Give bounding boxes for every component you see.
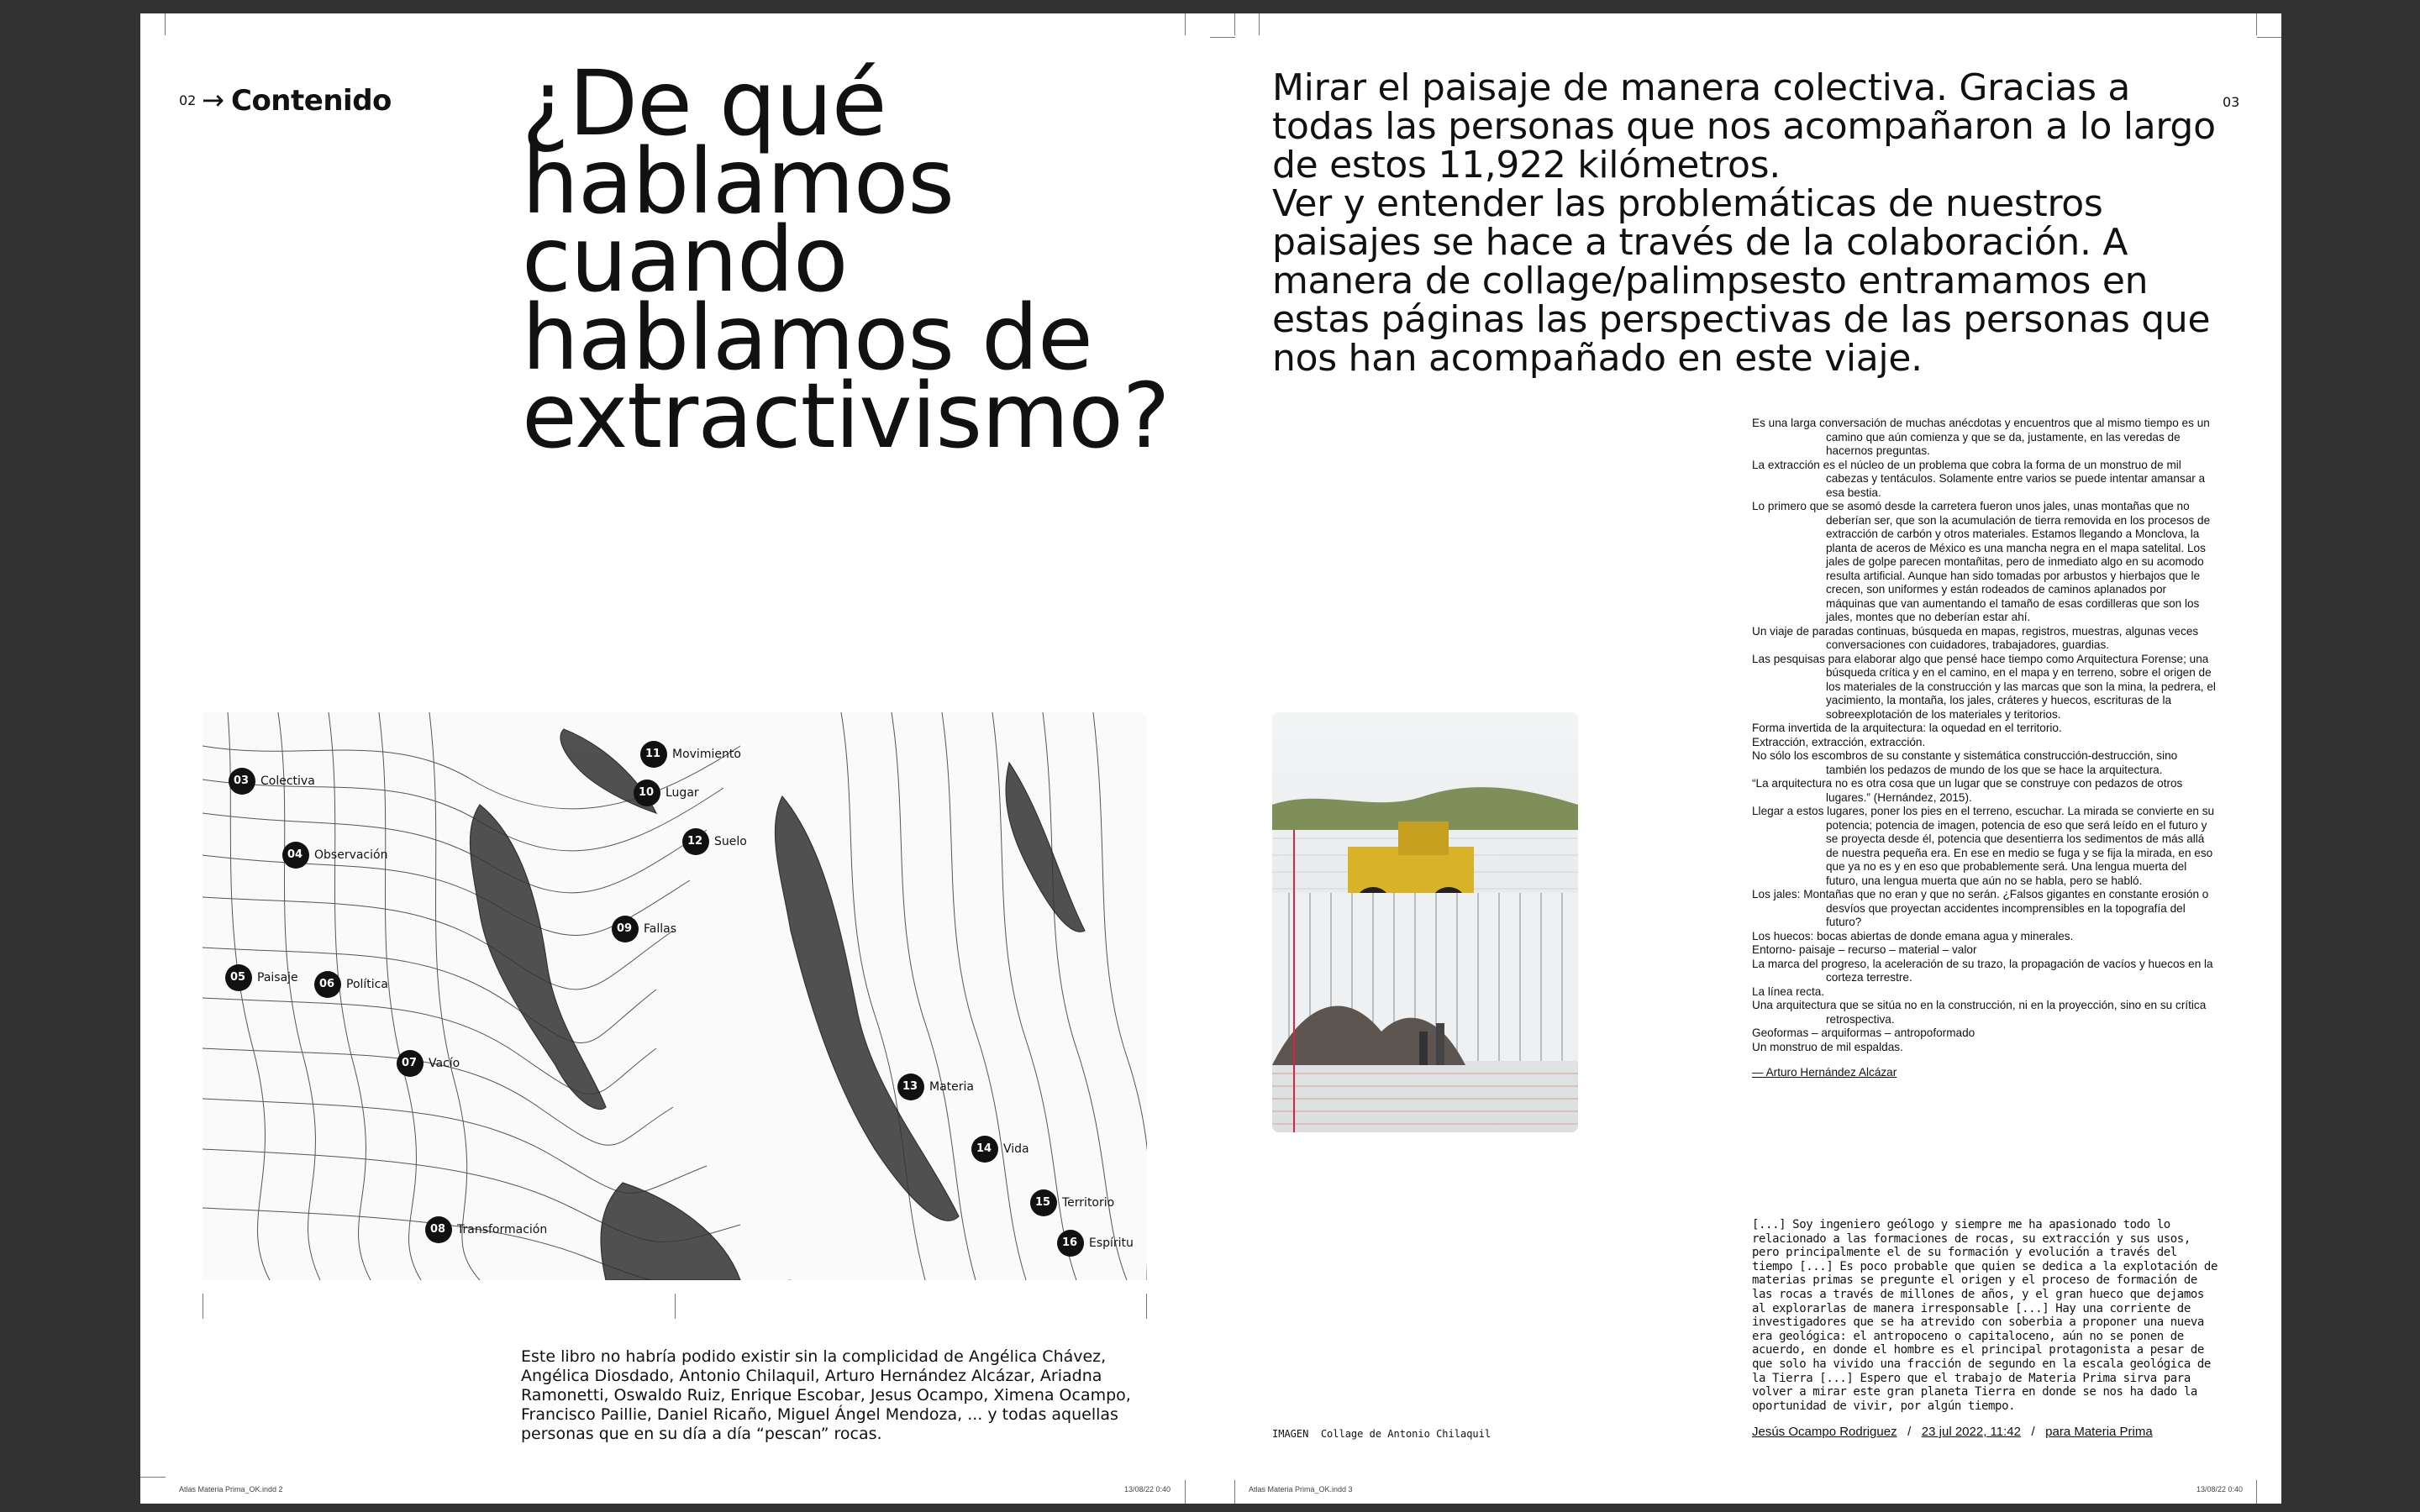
marker-number: 13: [902, 1080, 918, 1093]
essay-line: Forma invertida de la arquitectura: la oquedad en el territorio.: [1752, 722, 2062, 734]
essay-line: “La arquitectura no es otra cosa que un lugar que se construye con pedazos de otros lugares.” (Hernández, 2015).: [1752, 777, 2183, 804]
essay-line: Extracción, extracción, extracción.: [1752, 735, 1926, 748]
title-line: hablamos de: [522, 286, 1092, 391]
marker-number: 09: [617, 922, 633, 935]
marker-label: Suelo: [714, 835, 747, 848]
crop-mark: [1146, 1294, 1147, 1319]
page-number-right: 03: [2223, 94, 2240, 110]
marker-label: Movimiento: [672, 748, 741, 761]
marker-number: 11: [645, 748, 661, 760]
essay-line: Un monstruo de mil espaldas.: [1752, 1040, 1903, 1053]
intro-paragraph: Ver y entender las problemáticas de nuestros paisajes se hace a través de la colaboración. A manera de collage/palimpsesto entramamos en estas páginas las perspectivas de las personas que nos han acompañado en este viaje.: [1272, 182, 2211, 380]
crop-mark: [2257, 37, 2281, 38]
marker-number: 16: [1062, 1236, 1078, 1249]
essay-line: Lo primero que se asomó desde la carretera fueron unos jales, unas montañas que no deberían ser, que son la acumulación de tierra removida en los procesos de extracción de carbón y otros materiales. Estamos llegando a Monclova, la planta de aceros de México es una mancha negra en el mapa satelital. Los jales de golpe parecen montañitas, pero de inmediato algo en su acomodo resulta artificial. Aunque han sido tomadas por arbustos y hierbajos que le crecen, son uniformes y están rodeados de caminos aplanados por máquinas que van aumentando el tamaño de esas cordilleras que son los jales, montes que no deberían estar ahí.: [1752, 500, 2211, 623]
marker-label: Observación: [314, 848, 388, 862]
marker-label: Transformación: [457, 1223, 548, 1236]
essay-author-link[interactable]: — Arturo Hernández Alcázar: [1752, 1066, 1897, 1079]
footer-file-left: Atlas Materia Prima_OK.indd 2: [179, 1485, 283, 1494]
crop-mark: [1234, 13, 1235, 35]
marker-number: 06: [319, 978, 335, 990]
title-line: hablamos: [522, 130, 955, 234]
crop-mark: [2256, 1480, 2257, 1504]
marker-label: Lugar: [666, 786, 699, 800]
credit-separator: /: [1907, 1425, 1912, 1439]
intro-paragraph: Mirar el paisaje de manera colectiva. Gracias a todas las personas que nos acompañaron a lo largo de estos 11,922 kilómetros.: [1272, 66, 2216, 186]
section-label[interactable]: Contenido: [231, 84, 392, 118]
essay: [1752, 417, 2216, 1080]
marker-number: 12: [687, 835, 703, 848]
image-caption-label: IMAGEN: [1272, 1428, 1309, 1440]
essay-line: Los huecos: bocas abiertas de donde emana agua y minerales.: [1752, 929, 2074, 942]
marker-number: 05: [230, 971, 246, 984]
geologist-quote: [...] Soy ingeniero geólogo y siempre me ha apasionado todo lo relacionado a las formaciones de rocas, su extracción y sus usos, pero principalmente el de su formación y evolución a través del tiempo [...] Es poco probable que quien se dedica a la explotación de materias primas se pregunte el origen y el proceso de formación de las rocas a través de millones de años, y el gran hueco que dejamos al explorarlas de manera irresponsable [...] Hay una corriente de investigadores que se ha atrevido con soberbia a proponer una nueva era geológica: el antropoceno o capitaloceno, aún no se ponen de acuerdo, en donde el hombre es el principal protagonista a pesar de que solo ha vivido una fracción de segundo en la escala geológica de la Tierra [...] Espero que el trabajo de Materia Prima sirva para volver a mirar este gran planeta Tierra en donde se nos ha dado la oportunidad de vivir, por algún tiempo.: [1752, 1218, 2217, 1413]
marker-label: Vida: [1003, 1142, 1029, 1156]
marker-label: Materia: [929, 1080, 974, 1094]
crop-mark: [165, 13, 166, 35]
marker-label: Colectiva: [260, 774, 315, 788]
marker-number: 08: [430, 1223, 446, 1236]
essay-line: La línea recta.: [1752, 984, 1825, 998]
essay-line: Los jales: Montañas que no eran y que no serán. ¿Falsos gigantes en constante erosión o desvíos que proyectan accidentes incomprensibles en la topografía del futuro?: [1752, 888, 2209, 928]
footer-date-right: 13/08/22 0:40: [2196, 1485, 2244, 1494]
essay-line: Un viaje de paradas continuas, búsqueda en mapas, registros, muestras, algunas veces conversaciones con cuidadores, trabajadores, guardias.: [1752, 624, 2199, 651]
essay-line: Llegar a estos lugares, poner los pies en el terreno, escuchar. La mirada se convierte en su potencia; potencia de imagen, potencia de eso que será leído en el futuro y se proyecta desde él, potencia que desentierra los sedimentos de más allá de nuestra pequeña era. En ese en medio se fuga y se fija la mirada, en eso que ya no es y en eso que probablemente será. Una lengua muerta del futuro, una lengua muerta que aún no se habla, pero se habló.: [1752, 805, 2215, 887]
acknowledgements: Este libro no habría podido existir sin la complicidad de Angélica Chávez, Angélica Diosdado, Antonio Chilaquil, Arturo Hernández Alcázar, Ariadna Ramonetti, Oswaldo Ruiz, Enrique Escobar, Jesus Ocampo, Ximena Ocampo, Francisco Paillie, Daniel Ricaño, Miguel Ángel Mendoza, ... y todas aquellas personas que en su día a día “pescan” rocas.: [521, 1347, 1131, 1443]
credit-date-link[interactable]: 23 jul 2022, 11:42: [1921, 1425, 2021, 1439]
marker-number: 07: [402, 1057, 418, 1069]
marker-label: Vacío: [429, 1057, 460, 1070]
page-title: [522, 52, 1177, 469]
essay-line: La marca del progreso, la aceleración de su trazo, la propagación de vacíos y huecos en la corteza terrestre.: [1752, 957, 2213, 984]
essay-line: Entorno- paisaje – recurso – material – valor: [1752, 943, 1977, 956]
marker-number: 14: [976, 1142, 992, 1155]
marker-label: Territorio: [1062, 1196, 1115, 1210]
marker-number: 04: [287, 848, 303, 861]
page-number-left: 02: [179, 92, 197, 108]
essay-line: Geoformas – arquiformas – antropoformado: [1752, 1026, 1975, 1039]
crop-mark: [675, 1294, 676, 1319]
marker-number: 10: [639, 786, 655, 799]
title-line: ¿De qué: [522, 52, 886, 156]
title-line: extractivismo?: [522, 365, 1170, 469]
credit-author-link[interactable]: Jesús Ocampo Rodriguez: [1752, 1425, 1897, 1439]
credit-separator: /: [2031, 1425, 2035, 1439]
marker-number: 15: [1035, 1196, 1051, 1209]
quote-credits: [1752, 1425, 2153, 1439]
essay-line: No sólo los escombros de su constante y sistemática construcción-destrucción, sino también los pedazos de mundo de los que se hace la arquitectura.: [1752, 749, 2178, 776]
footer-file-right: Atlas Materia Prima_OK.indd 3: [1249, 1485, 1353, 1494]
marker-label: Espíritu: [1089, 1236, 1134, 1250]
crop-mark: [2256, 13, 2257, 35]
intro-text: [1272, 66, 2230, 380]
image-caption: [1272, 1428, 1491, 1440]
crop-mark: [140, 1477, 166, 1478]
collage-graphic: [1272, 712, 1578, 1132]
title-line: cuando: [522, 208, 848, 312]
essay-line: Las pesquisas para elaborar algo que pensé hace tiempo como Arquitectura Forense; una búsqueda crítica y en el camino, en el mapa y en terreno, sobre el origen de los materiales de la construcción y las marcas que son la mina, la pedrera, el yacimiento, la montaña, los jales, cráteres y huecos, escrituras de la sobreexplotación de los materiales y teritorios.: [1752, 652, 2216, 721]
crop-mark: [1259, 13, 1260, 35]
crop-mark: [1234, 1480, 1235, 1504]
essay-line: Es una larga conversación de muchas anécdotas y encuentros que al mismo tiempo es un camino que aún comienza y que se da, justamente, en las veredas de hacernos preguntas.: [1752, 417, 2210, 457]
credit-publisher-link[interactable]: para Materia Prima: [2045, 1425, 2153, 1439]
image-caption-text: Collage de Antonio Chilaquil: [1320, 1428, 1491, 1440]
marker-label: Política: [346, 978, 388, 991]
essay-line: Una arquitectura que se sitúa no en la construcción, ni en la proyección, sino en su crítica retrospectiva.: [1752, 999, 2207, 1026]
marker-label: Fallas: [644, 922, 676, 936]
arrow-right-icon: →: [202, 84, 224, 116]
crop-mark: [1185, 13, 1186, 35]
marker-label: Paisaje: [257, 971, 298, 984]
footer-date-left: 13/08/22 0:40: [1124, 1485, 1171, 1494]
crop-mark: [1185, 1480, 1186, 1504]
essay-line: La extracción es el núcleo de un problema que cobra la forma de un monstruo de mil cabezas y tentáculos. Solamente entre varios se puede intentar amansar a esa bestia.: [1752, 458, 2206, 499]
marker-number: 03: [234, 774, 250, 787]
crop-mark: [1210, 37, 1235, 38]
collage-image: [1272, 712, 1578, 1132]
